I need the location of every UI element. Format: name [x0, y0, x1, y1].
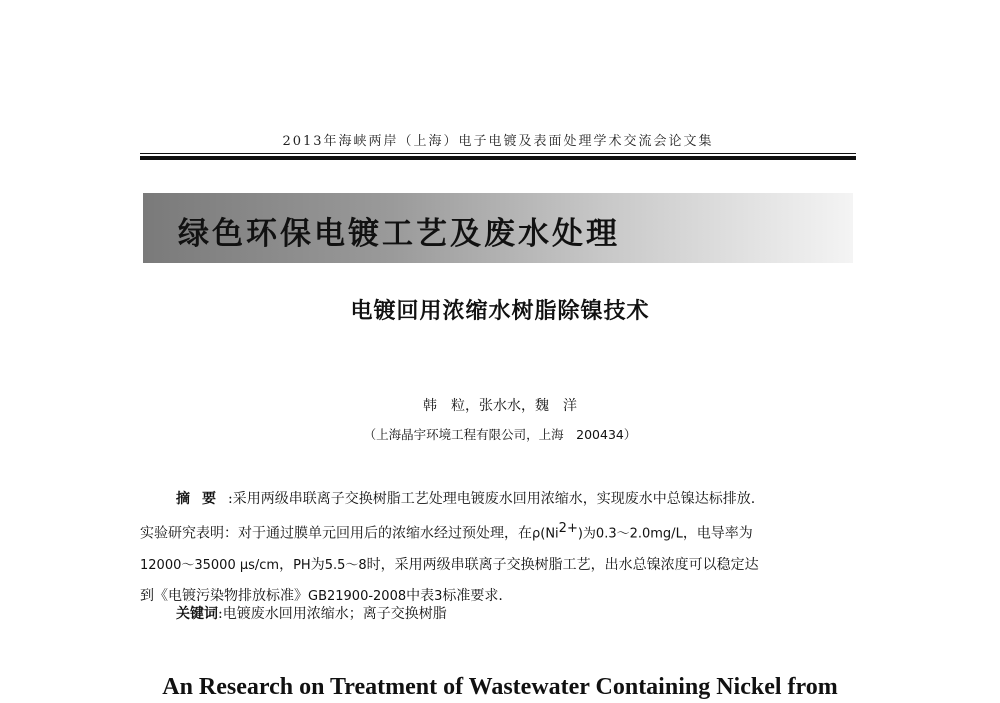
english-title: An Research on Treatment of Wastewater Containing Nickel from: [162, 674, 838, 700]
keywords: [176, 603, 447, 623]
abstract-text-3c: 为: [310, 556, 325, 573]
ph-label: PH: [293, 557, 311, 573]
abstract-text-2b: )为: [577, 526, 596, 542]
abstract-text-1: 采用两级串联离子交换树脂工艺处理电镀废水回用浓缩水，实现废水中总镍达标排放.: [232, 491, 756, 507]
section-title: 绿色环保电镀工艺及废水处理: [178, 216, 620, 252]
abstract-text-2a: 实验研究表明：对于通过膜单元回用后的浓缩水经过预处理，在: [140, 525, 532, 542]
abstract-text-3b: ，: [279, 556, 294, 573]
abstract-line-2: [140, 514, 860, 550]
authors: 韩 粒，张水水，魏 洋: [423, 398, 577, 414]
abstract-line-3: [140, 550, 860, 581]
abstract-text-4b: 中表: [406, 587, 435, 604]
standard-code: GB21900-2008: [308, 588, 407, 604]
header-rule-thin: [140, 153, 856, 154]
abstract-label: 摘要: [176, 491, 228, 507]
paper-title: 电镀回用浓缩水树脂除镍技术: [350, 298, 650, 324]
abstract-text-4a: 到《电镀污染物排放标准》: [140, 587, 308, 604]
nickel-charge: 2+: [558, 521, 578, 536]
header-rule-thick: [140, 156, 856, 160]
table-number: 3: [434, 588, 443, 604]
keywords-text: 电镀废水回用浓缩水；离子交换树脂: [222, 606, 447, 622]
ph-range: 5.5～8: [324, 557, 367, 573]
abstract-text-2c: ，电导率为: [682, 525, 753, 542]
keywords-colon: :: [218, 606, 223, 622]
nickel-range: 0.3～2.0mg/L: [595, 526, 683, 542]
keywords-label: 关键词: [176, 606, 218, 622]
abstract-text-4c: 标准要求.: [442, 587, 503, 604]
conductivity-range: 12000～35000 μs/cm: [140, 557, 280, 573]
proceedings-header: 2013年海峡两岸（上海）电子电镀及表面处理学术交流会论文集: [282, 134, 714, 149]
affiliation: （上海晶宇环境工程有限公司，上海 200434）: [363, 427, 637, 442]
abstract-line-1: [140, 484, 860, 514]
nickel-concentration-symbol: ρ(Ni: [532, 526, 559, 542]
abstract: [140, 484, 860, 612]
abstract-label-colon: :: [228, 491, 233, 507]
abstract-text-3d: 时，采用两级串联离子交换树脂工艺，出水总镍浓度可以稳定达: [366, 556, 759, 573]
